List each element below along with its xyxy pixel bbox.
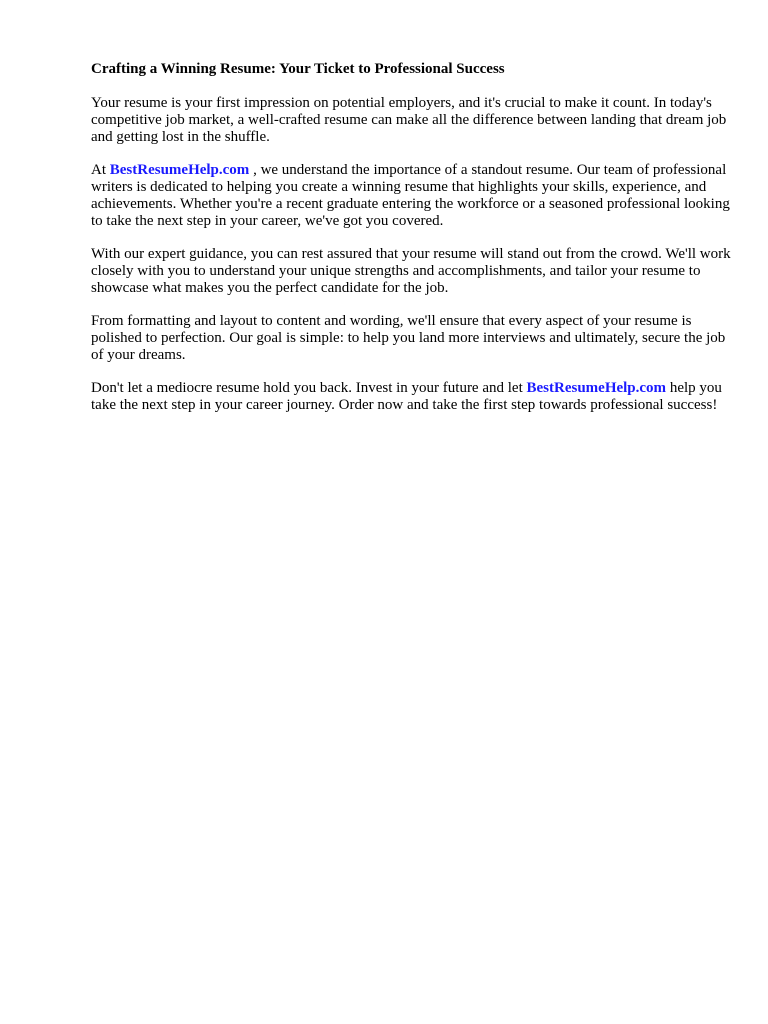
document-page [91,60,731,430]
paragraph-polish: From formatting and layout to content and wording, we'll ensure that every aspect of your resume is polished to perfection. Our goal is simple: to help you land more interviews and ultimately, secure the job of your dreams. [91,313,726,363]
paragraph-intro: Your resume is your first impression on potential employers, and it's crucial to make it count. In today's competitive job market, a well-crafted resume can make all the difference between landing that dream job and getting lost in the shuffle. [91,95,727,145]
paragraph-cta-text: help you take the next step in your career journey. Order now and take the first step towards professional success! [91,380,722,413]
paragraph-about [91,162,731,230]
paragraph-cta [91,380,731,414]
paragraph-about-lead: At [91,162,110,178]
paragraph-guidance: With our expert guidance, you can rest assured that your resume will stand out from the crowd. We'll work closely with you to understand your unique strengths and accomplishments, and tailor your resume to showcase what makes you the perfect candidate for the job. [91,246,731,296]
bestresumehelp-link[interactable]: BestResumeHelp.com [109,162,250,178]
bestresumehelp-link-cta[interactable]: BestResumeHelp.com [526,380,667,396]
document-title: Crafting a Winning Resume: Your Ticket to Professional Success [91,61,505,77]
paragraph-cta-lead: Don't let a mediocre resume hold you back. Invest in your future and let [91,380,527,396]
paragraph-about-text: , we understand the importance of a standout resume. Our team of professional writers is dedicated to helping you create a winning resume that highlights your skills, experience, and achievements. Whether you're a recent graduate entering the workforce or a seasoned professional looking to take the next step in your career, we've got you covered. [91,162,730,229]
